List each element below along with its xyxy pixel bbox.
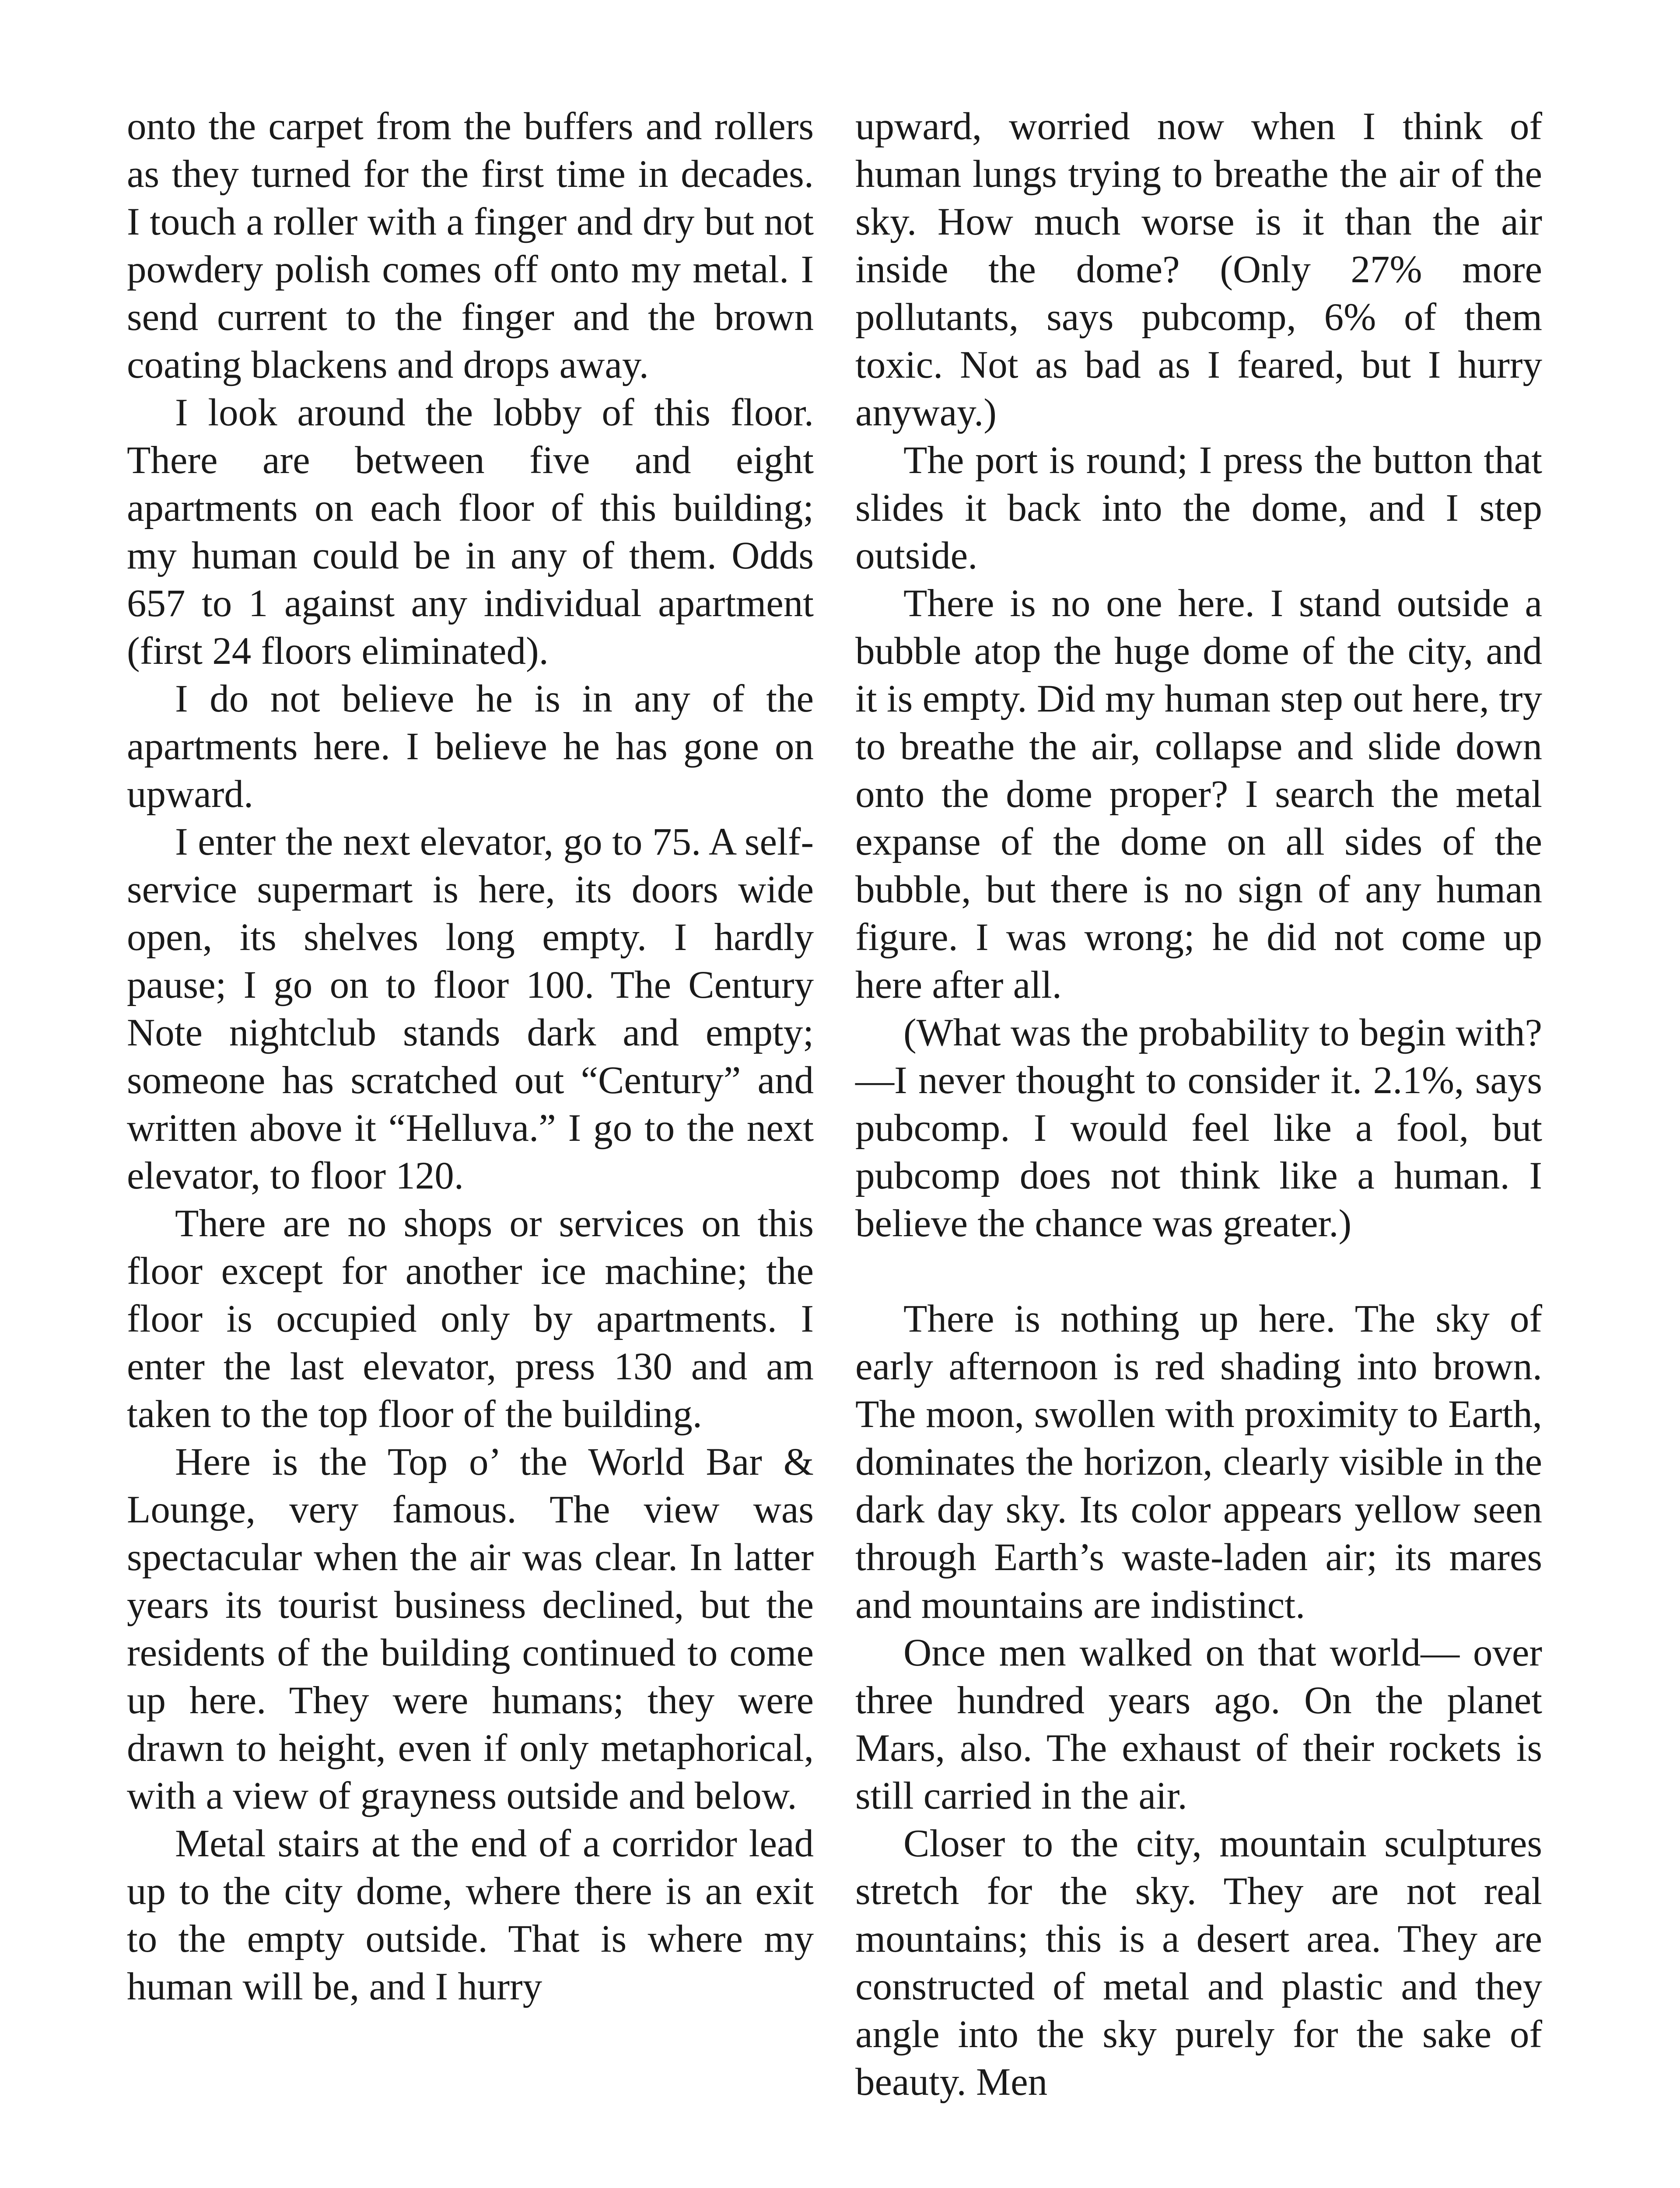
paragraph: (What was the probability to begin with?—I never thought to consider it. 2.1%, says pubcomp. I would feel like a fool, but pubcomp does not think like a human. I believe the chance was greater.) (855, 1011, 1542, 1245)
paragraph: There is no one here. I stand outside a bubble atop the huge dome of the city, and it is empty. Did my human step out here, try to breathe the air, collapse and slide down onto the dome proper? I search the metal expanse of the dome on all sides of the bubble, but there is no sign of any human figure. I was wrong; he did not come up here after all. (855, 582, 1542, 1006)
left-text-column (127, 103, 814, 2011)
paragraph-section-start: There is nothing up here. The sky of early afternoon is red shading into brown. The moon, swollen with proximity to Earth, dominates the horizon, clearly visible in the dark day sky. Its color appears yellow seen through Earth’s waste-laden air; its mares and mountains are indistinct. (855, 1297, 1542, 1627)
paragraph: Closer to the city, mountain sculptures stretch for the sky. They are not real mountains; this is a desert area. They are constructed of metal and plastic and they angle into the sky purely for the sake of beauty. Men (855, 1822, 1542, 2104)
paragraph: The port is round; I press the button that slides it back into the dome, and I step outside. (855, 439, 1542, 577)
paragraph: Once men walked on that world— over three hundred years ago. On the planet Mars, also. The exhaust of their rockets is still carried in the air. (855, 1631, 1542, 1817)
paragraph: There are no shops or services on this floor except for another ice machine; the floor is occupied only by apartments. I enter the last elevator, press 130 and am taken to the top floor of the building. (127, 1202, 814, 1436)
paragraph: Metal stairs at the end of a corridor lead up to the city dome, where there is an exit to the empty outside. That is where my human will be, and I hurry (127, 1822, 814, 2008)
paragraph: Here is the Top o’ the World Bar & Lounge, very famous. The view was spectacular when the air was clear. In latter years its tourist business declined, but the residents of the building continued to come up here. They were humans; they were drawn to height, even if only metaphorical, with a view of grayness outside and below. (127, 1441, 814, 1817)
paragraph: I look around the lobby of this floor. There are between five and eight apartments on each floor of this building; my human could be in any of them. Odds 657 to 1 against any individual apartment (first 24 floors eliminated). (127, 391, 814, 673)
right-text-column (855, 103, 1542, 2106)
paragraph: I enter the next elevator, go to 75. A self-service supermart is here, its doors wide open, its shelves long empty. I hardly pause; I go on to floor 100. The Century Note nightclub stands dark and empty; someone has scratched out “Century” and written above it “Helluva.” I go to the next elevator, to floor 120. (127, 820, 814, 1197)
paragraph-continued: onto the carpet from the buffers and rollers as they turned for the first time in decades. I touch a roller with a finger and dry but not powdery polish comes off onto my metal. I send current to the finger and the brown coating blackens and drops away. (127, 105, 814, 386)
paragraph: I do not believe he is in any of the apartments here. I believe he has gone on upward. (127, 677, 814, 816)
paragraph-continued: upward, worried now when I think of human lungs trying to breathe the air of the sky. How much worse is it than the air inside the dome? (Only 27% more pollutants, says pubcomp, 6% of them toxic. Not as bad as I feared, but I hurry anyway.) (855, 105, 1542, 434)
